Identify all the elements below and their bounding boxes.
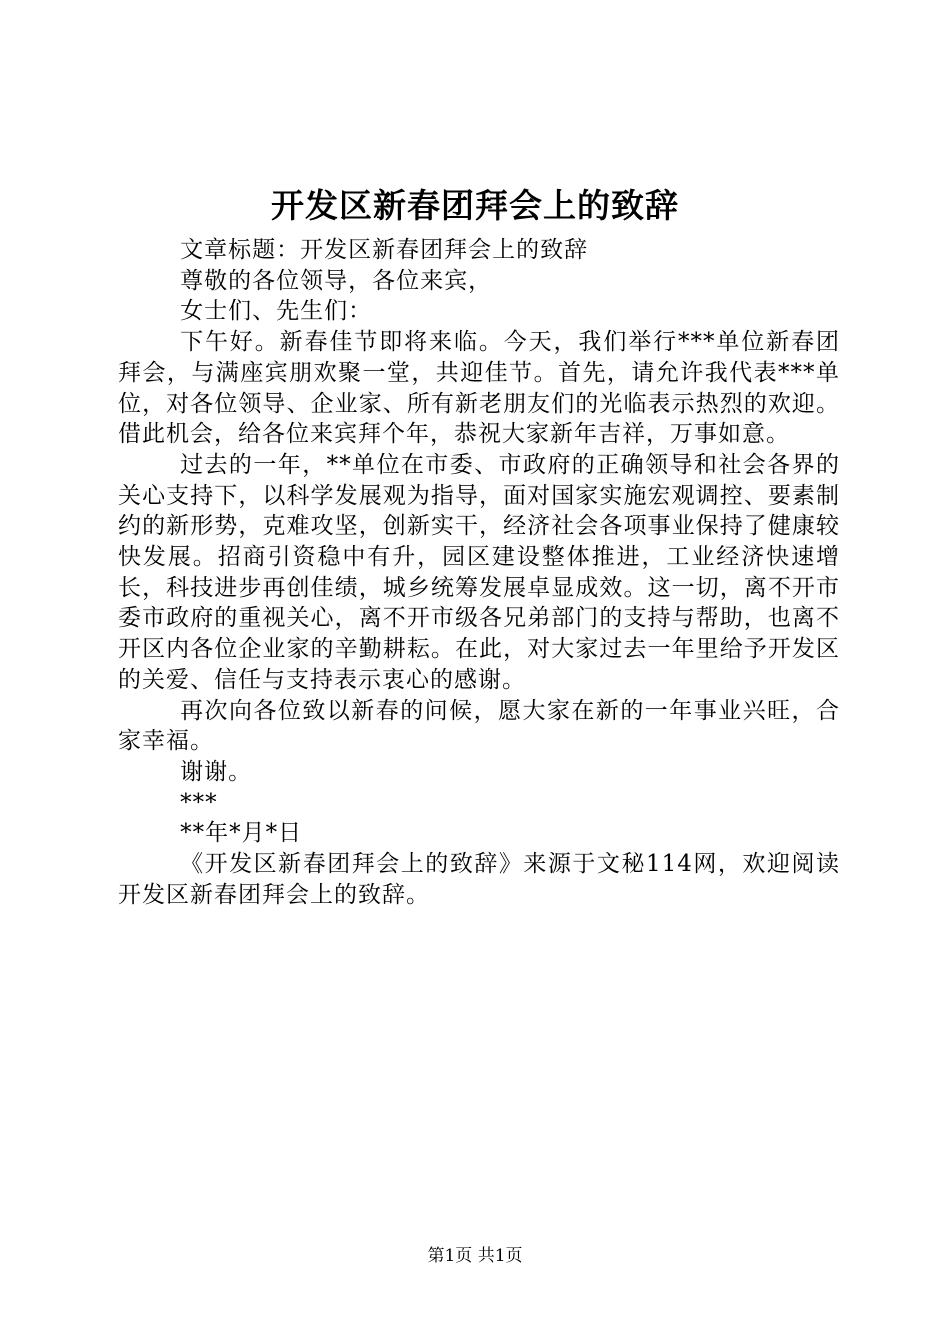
source-note: 《开发区新春团拜会上的致辞》来源于文秘114网，欢迎阅读开发区新春团拜会上的致辞。: [118, 851, 840, 908]
article-title-line: 文章标题：开发区新春团拜会上的致辞: [180, 237, 589, 263]
salutation-leaders: 尊敬的各位领导，各位来宾，: [180, 267, 493, 294]
paragraph-greeting: 下午好。新春佳节即将来临。今天，我们举行***单位新春团拜会，与满座宾朋欢聚一堂，共迎佳节。首先，请允许我代表***单位，对各位领导、企业家、所有新老朋友们的光临表示热烈的欢迎。借此机会，给各位来宾拜个年，恭祝大家新年吉祥，万事如意。: [118, 329, 840, 448]
date-line: **年*月*日: [180, 820, 303, 847]
document-body: [118, 235, 840, 910]
paragraph-wishes: 再次向各位致以新春的问候，愿大家在新的一年事业兴旺，合家幸福。: [118, 697, 840, 755]
salutation-audience: 女士们、先生们：: [180, 298, 373, 325]
thanks-line: 谢谢。: [180, 758, 253, 785]
signature-line: ***: [180, 789, 218, 816]
page-footer: 第1页 共1页: [427, 1246, 523, 1266]
document-title: 开发区新春团拜会上的致辞: [271, 186, 679, 225]
paragraph-review: 过去的一年，**单位在市委、市政府的正确领导和社会各界的关心支持下，以科学发展观为指导，面对国家实施宏观调控、要素制约的新形势，克难攻坚，创新实干，经济社会各项事业保持了健康较快发展。招商引资稳中有升，园区建设整体推进，工业经济快速增长，科技进步再创佳绩，城乡统筹发展卓显成效。这一切，离不开市委市政府的重视关心，离不开市级各兄弟部门的支持与帮助，也离不开区内各位企业家的辛勤耕耘。在此，对大家过去一年里给予开发区的关爱、信任与支持表示衷心的感谢。: [118, 451, 840, 693]
